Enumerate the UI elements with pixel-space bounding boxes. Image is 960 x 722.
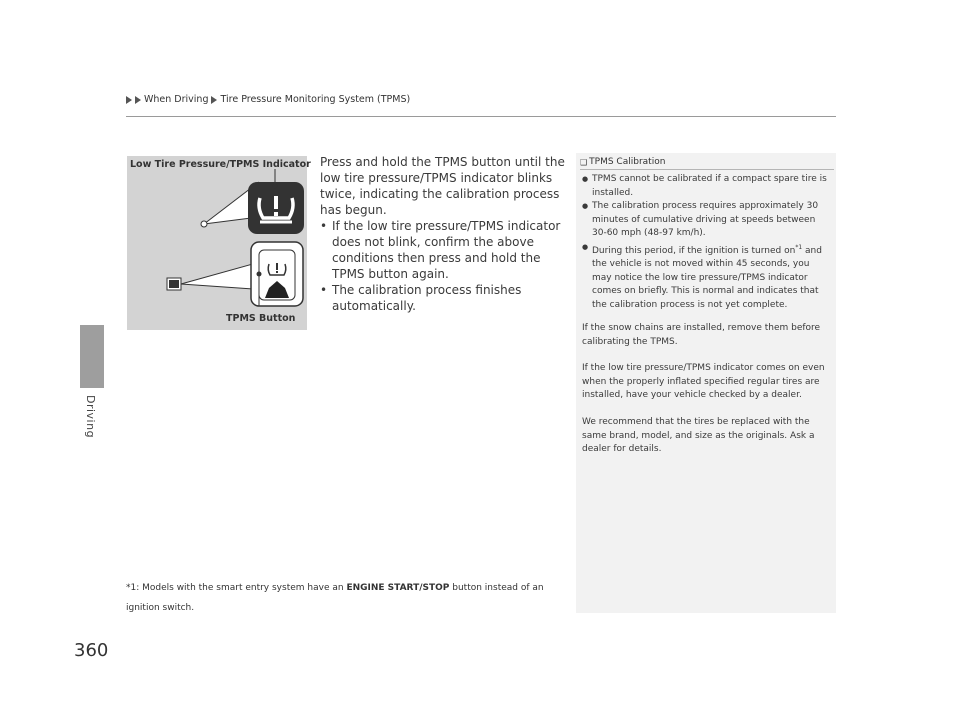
note-title [580, 157, 665, 167]
page-number: 360 [74, 640, 109, 661]
footnote [126, 578, 571, 618]
breadcrumb-item-when-driving[interactable]: When Driving [144, 94, 209, 105]
note-list [582, 173, 830, 312]
note-paragraph: If the low tire pressure/TPMS indicator comes on even when the properly inflated specified regular tires are installed, have your vehicle checked by a dealer. [582, 363, 825, 400]
footnote-prefix: *1: Models with the smart entry system have an [126, 583, 344, 593]
button-label: TPMS Button [226, 313, 296, 324]
list-item: • The calibration process finishes automatically. [320, 282, 565, 314]
note-paragraph: We recommend that the tires be replaced with the same brand, model, and size as the originals. Ask a dealer for details. [582, 417, 815, 454]
breadcrumb-arrow-icon [135, 96, 141, 104]
tpms-warning-icon [248, 182, 304, 234]
tpms-diagram-svg [127, 156, 307, 330]
header-divider [126, 116, 836, 117]
breadcrumb-item-tpms[interactable]: Tire Pressure Monitoring System (TPMS) [220, 94, 411, 105]
footnote-bold: ENGINE START/STOP [346, 583, 450, 593]
note-divider [580, 169, 834, 170]
list-item: • If the low tire pressure/TPMS indicator does not blink, confirm the above conditions then press and hold the TPMS button again. [320, 218, 565, 282]
main-instructions [320, 154, 565, 314]
breadcrumb-arrow-icon [126, 96, 132, 104]
intro-paragraph: Press and hold the TPMS button until the low tire pressure/TPMS indicator blinks twice, indicating the calibration process has begun. [320, 155, 565, 217]
list-item [582, 241, 830, 313]
note-paragraph: If the snow chains are installed, remove them before calibrating the TPMS. [582, 323, 821, 347]
tpms-illustration [127, 156, 307, 330]
note-title-text: TPMS Calibration [589, 157, 666, 167]
list-item-text: During this period, if the ignition is turned on [592, 245, 796, 256]
instruction-list [320, 218, 565, 314]
reference-icon: ❑ [580, 157, 588, 167]
footnote-ref: *1 [795, 243, 803, 251]
chapter-label: Driving [84, 395, 97, 439]
indicator-anchor-dot [201, 221, 207, 227]
list-item: ● TPMS cannot be calibrated if a compact spare tire is installed. [582, 173, 830, 200]
list-item-text: and the vehicle is not moved within 45 seconds, you may notice the low tire pressure/TPMS indicator comes on briefly. This is normal and indicates that the calibration process is not yet complete. [592, 245, 822, 310]
list-item: ● The calibration process requires approximately 30 minutes of cumulative driving at speeds between 30-60 mph (48-97 km/h). [582, 200, 830, 241]
breadcrumb [126, 94, 410, 105]
breadcrumb-arrow-icon [211, 96, 217, 104]
chapter-tab [80, 325, 104, 388]
footnote-suffix: button instead of an ignition switch. [126, 583, 544, 613]
indicator-label: Low Tire Pressure/TPMS Indicator [130, 159, 311, 170]
